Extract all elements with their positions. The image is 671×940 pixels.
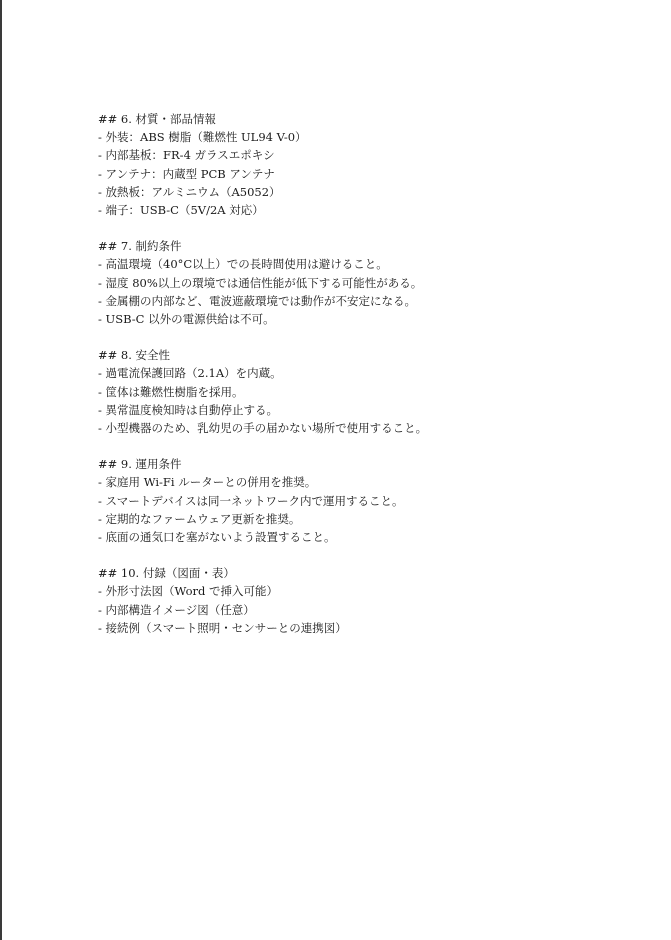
list-item: - 底面の通気口を塞がないよう設置すること。 bbox=[98, 530, 336, 545]
list-item: - 外装：ABS 樹脂（難燃性 UL94 V-0） bbox=[98, 130, 307, 145]
document-page bbox=[98, 110, 638, 655]
list-item: - スマートデバイスは同一ネットワーク内で運用すること。 bbox=[98, 493, 404, 508]
section-heading: ## 8. 安全性 bbox=[98, 348, 171, 363]
section-safety bbox=[98, 346, 638, 437]
list-item: - USB-C 以外の電源供給は不可。 bbox=[98, 312, 275, 327]
list-item: - 小型機器のため、乳幼児の手の届かない場所で使用すること。 bbox=[98, 421, 428, 436]
list-item: - 家庭用 Wi-Fi ルーターとの併用を推奨。 bbox=[98, 475, 317, 490]
section-appendix bbox=[98, 564, 638, 637]
section-heading: ## 7. 制約条件 bbox=[98, 239, 182, 254]
list-item: - 端子：USB-C（5V/2A 対応） bbox=[98, 203, 264, 218]
list-item: - 過電流保護回路（2.1A）を内蔵。 bbox=[98, 366, 282, 381]
section-heading: ## 9. 運用条件 bbox=[98, 457, 182, 472]
list-item: - 外形寸法図（Word で挿入可能） bbox=[98, 584, 279, 599]
section-materials bbox=[98, 110, 638, 219]
section-constraints bbox=[98, 237, 638, 328]
section-heading: ## 10. 付録（図面・表） bbox=[98, 566, 235, 581]
section-operation bbox=[98, 455, 638, 546]
list-item: - 接続例（スマート照明・センサーとの連携図） bbox=[98, 620, 347, 635]
list-item: - 内部構造イメージ図（任意） bbox=[98, 602, 255, 617]
list-item: - 高温環境（40°C以上）での長時間使用は避けること。 bbox=[98, 257, 388, 272]
list-item: - 内部基板：FR-4 ガラスエポキシ bbox=[98, 148, 275, 163]
list-item: - 筐体は難燃性樹脂を採用。 bbox=[98, 384, 244, 399]
list-item: - 湿度 80%以上の環境では通信性能が低下する可能性がある。 bbox=[98, 275, 423, 290]
list-item: - 金属棚の内部など、電波遮蔽環境では動作が不安定になる。 bbox=[98, 293, 417, 308]
list-item: - 異常温度検知時は自動停止する。 bbox=[98, 402, 279, 417]
page-left-border bbox=[0, 0, 2, 940]
section-heading: ## 6. 材質・部品情報 bbox=[98, 112, 217, 126]
list-item: - 定期的なファームウェア更新を推奨。 bbox=[98, 511, 301, 526]
list-item: - アンテナ：内蔵型 PCB アンテナ bbox=[98, 166, 275, 181]
list-item: - 放熱板：アルミニウム（A5052） bbox=[98, 184, 281, 199]
